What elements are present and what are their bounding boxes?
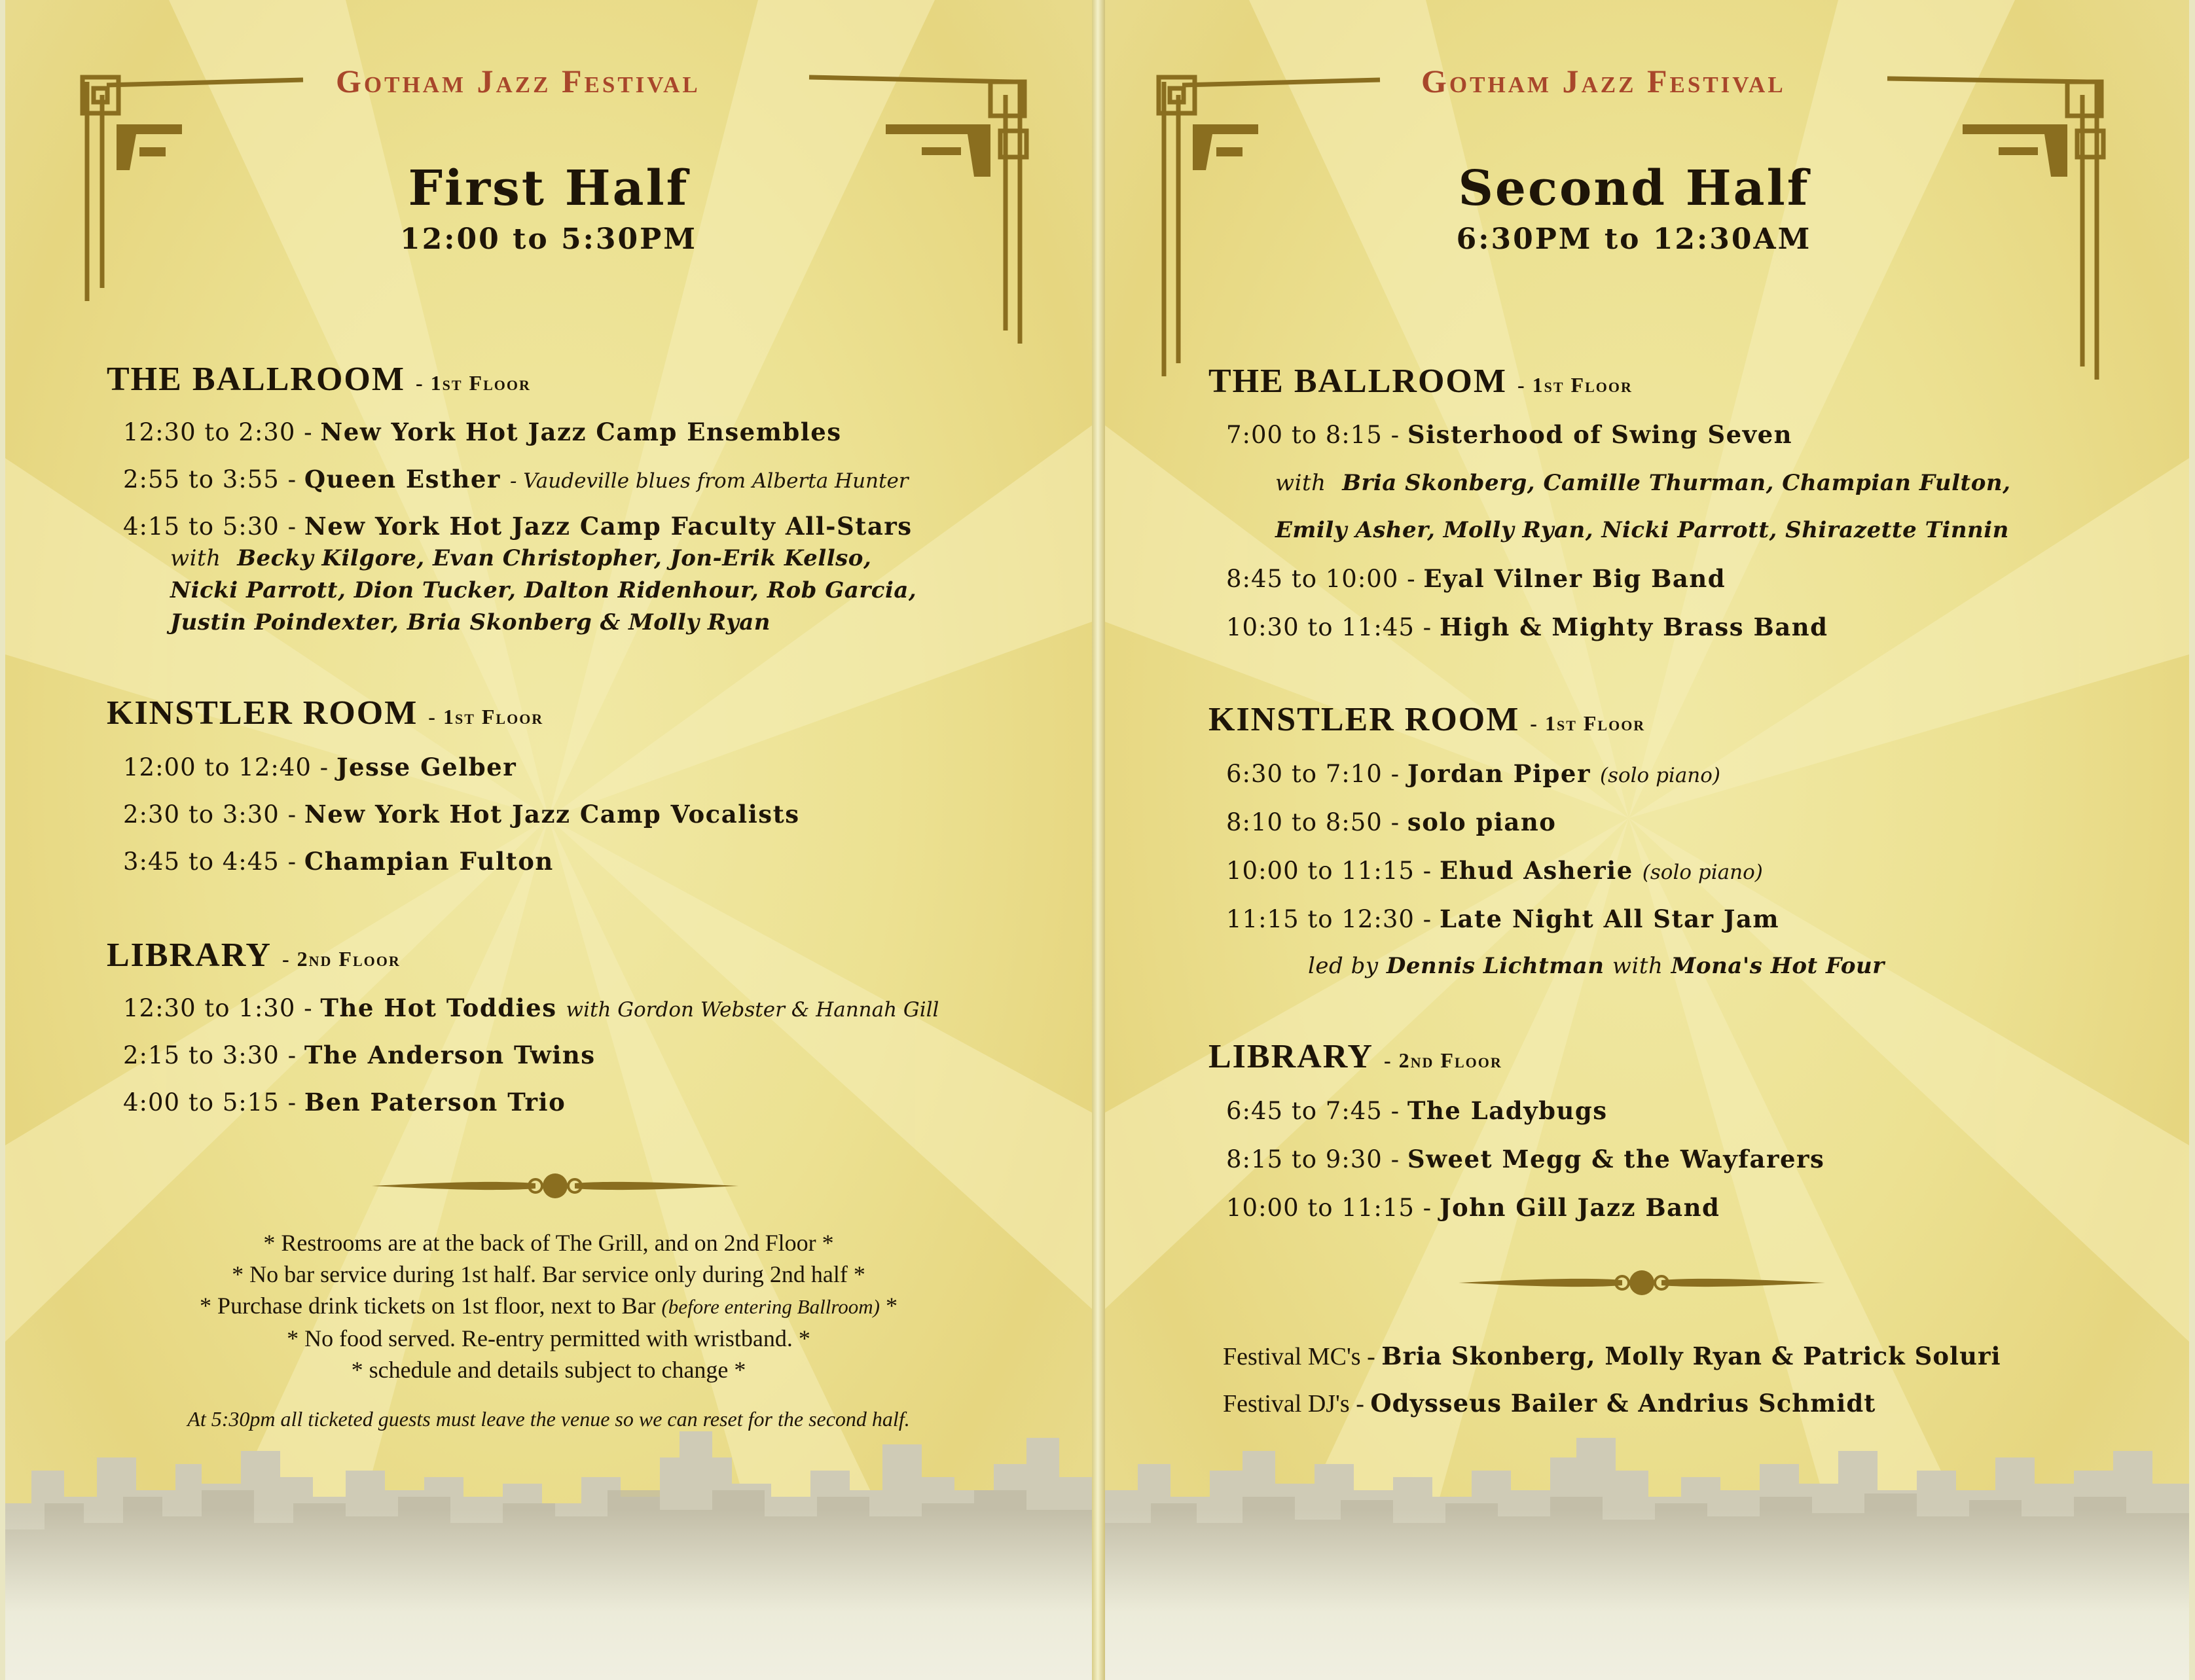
act-note: with Gordon Webster & Hannah Gill [566,998,939,1022]
credit-label: Festival DJ's - [1223,1390,1364,1418]
act-name: High & Mighty Brass Band [1439,613,1828,641]
credit-names: Odysseus Bailer & Andrius Schmidt [1370,1389,1876,1418]
act-name: New York Hot Jazz Camp Vocalists [304,800,800,829]
room-name: KINSTLER ROOM [1208,701,1520,738]
act-name: solo piano [1407,808,1557,836]
room-name: THE BALLROOM [1208,363,1507,400]
half-title: Second Half [1458,160,1810,217]
time-slot: 2:30 to 3:30 - [123,800,297,829]
room-name: KINSTLER ROOM [107,694,418,732]
note-line: * No bar service during 1st half. Bar service only during 2nd half * [232,1261,865,1287]
schedule-line [1226,613,1828,641]
schedule-line [1226,808,1556,836]
act-name: Late Night All Star Jam [1439,904,1780,933]
with-label: with [1275,470,1326,496]
second-half-panel [1105,0,2189,1680]
members-line: Justin Poindexter, Bria Skonberg & Molly Ryan [170,609,771,635]
half-title: First Half [408,160,689,217]
room-heading-kinstler [1208,700,1645,739]
schedule-line [1226,1145,1824,1173]
act-name: Jordan Piper [1407,759,1591,788]
half-time: 6:30PM to 12:30AM [1456,223,1812,256]
half-time: 12:00 to 5:30PM [400,223,697,256]
room-floor: - 2nd Floor [282,947,401,971]
room-name: THE BALLROOM [107,361,405,398]
time-slot: 4:00 to 5:15 - [123,1088,297,1117]
act-name: The Ladybugs [1407,1096,1608,1125]
led-by-label: led by [1308,953,1379,979]
credit-names: Bria Skonberg, Molly Ryan & Patrick Soluri [1381,1342,2001,1370]
time-slot: 10:30 to 11:45 - [1226,613,1432,641]
room-heading-library [107,936,401,974]
room-name: LIBRARY [107,937,272,974]
center-fold [1092,0,1105,1680]
note-aside: (before entering Ballroom) [661,1295,880,1318]
act-name: New York Hot Jazz Camp Ensembles [320,418,842,446]
with-label: with [1612,953,1663,979]
time-slot: 12:30 to 1:30 - [123,994,313,1022]
time-slot: 10:00 to 11:15 - [1226,857,1432,885]
members-line: Becky Kilgore, Evan Christopher, Jon-Erik Kellso, [237,545,872,571]
time-slot: 6:45 to 7:45 - [1226,1097,1400,1125]
schedule-line [1226,856,1763,885]
credit-label: Festival MC's - [1223,1343,1375,1370]
time-slot: 12:30 to 2:30 - [123,418,313,446]
festival-name: Gotham Jazz Festival [336,63,700,99]
schedule-line [123,1088,566,1117]
time-slot: 8:45 to 10:00 - [1226,565,1416,593]
time-slot: 2:15 to 3:30 - [123,1041,297,1069]
act-name: Sisterhood of Swing Seven [1407,420,1793,449]
closing-notice: At 5:30pm all ticketed guests must leave the venue so we can reset for the second half. [187,1407,910,1431]
room-floor: - 2nd Floor [1384,1048,1502,1072]
schedule-line [1226,904,1779,933]
schedule-line [123,847,554,876]
ornamental-divider [372,1171,738,1200]
room-floor: - 1st Floor [428,705,544,728]
festival-name: Gotham Jazz Festival [1421,63,1786,99]
act-name: Ben Paterson Trio [304,1088,566,1117]
act-note: (solo piano) [1642,861,1763,884]
members-line: Emily Asher, Molly Ryan, Nicki Parrott, Shirazette Tinnin [1275,517,2009,543]
schedule-line [123,993,939,1022]
with-label: with [170,545,221,571]
time-slot: 4:15 to 5:30 - [123,512,297,541]
schedule-line [123,465,909,493]
act-note: - Vaudeville blues from Alberta Hunter [509,469,909,493]
time-slot: 3:45 to 4:45 - [123,848,297,876]
note-line: * Restrooms are at the back of The Grill, and on 2nd Floor * [263,1230,834,1256]
room-heading-kinstler [107,694,543,732]
jam-leader [1308,953,1885,979]
act-name: Queen Esther [304,465,501,493]
room-floor: - 1st Floor [1530,711,1646,735]
act-name: Ehud Asherie [1439,856,1633,885]
room-heading-ballroom [1208,362,1633,401]
act-name: John Gill Jazz Band [1439,1193,1720,1222]
note-text: * [885,1293,898,1319]
band-members [1275,470,2010,496]
time-slot: 8:15 to 9:30 - [1226,1145,1400,1173]
schedule-line [1226,1193,1720,1222]
act-name: The Anderson Twins [304,1041,596,1069]
band-name: Mona's Hot Four [1671,953,1885,979]
notes-block [5,1227,1092,1385]
time-slot: 12:00 to 12:40 - [123,753,329,781]
room-heading-library [1208,1037,1502,1076]
band-members [170,545,871,571]
note-line: * No food served. Re-entry permitted with wristband. * [287,1325,810,1351]
time-slot: 7:00 to 8:15 - [1226,421,1400,449]
schedule-line [1226,759,1720,788]
time-slot: 8:10 to 8:50 - [1226,808,1400,836]
skyline-fade [1105,1510,2189,1680]
schedule-line [1226,420,1792,449]
first-half-panel [5,0,1092,1680]
schedule-line [123,1041,596,1069]
note-line: * schedule and details subject to change * [351,1357,746,1383]
time-slot: 11:15 to 12:30 - [1226,905,1432,933]
members-line: Bria Skonberg, Camille Thurman, Champian Fulton, [1342,470,2011,496]
time-slot: 2:55 to 3:55 - [123,465,297,493]
ornamental-divider [1459,1268,1825,1297]
act-name: Jesse Gelber [336,753,517,781]
room-heading-ballroom [107,360,531,399]
festival-mcs [1223,1342,2001,1371]
room-floor: - 1st Floor [415,371,531,395]
act-name: The Hot Toddies [320,993,557,1022]
act-name: Sweet Megg & the Wayfarers [1407,1145,1825,1173]
schedule-line [1226,1096,1608,1125]
schedule-line [1226,564,1726,593]
room-name: LIBRARY [1208,1038,1373,1075]
time-slot: 10:00 to 11:15 - [1226,1194,1432,1222]
act-name: Champian Fulton [304,847,554,876]
schedule-line [123,418,842,446]
room-floor: - 1st Floor [1517,373,1633,397]
note-line [5,1290,1092,1323]
schedule-line [123,800,800,829]
act-note: (solo piano) [1599,764,1721,787]
act-name: Eyal Vilner Big Band [1423,564,1726,593]
act-name: New York Hot Jazz Camp Faculty All-Stars [304,512,913,541]
members-line: Nicki Parrott, Dion Tucker, Dalton Ridenhour, Rob Garcia, [170,577,917,603]
leader-name: Dennis Lichtman [1386,953,1605,979]
schedule-line [123,753,517,781]
note-text: * Purchase drink tickets on 1st floor, next to Bar [200,1293,656,1319]
skyline-fade [5,1510,1092,1680]
schedule-line [123,512,913,541]
time-slot: 6:30 to 7:10 - [1226,760,1400,788]
